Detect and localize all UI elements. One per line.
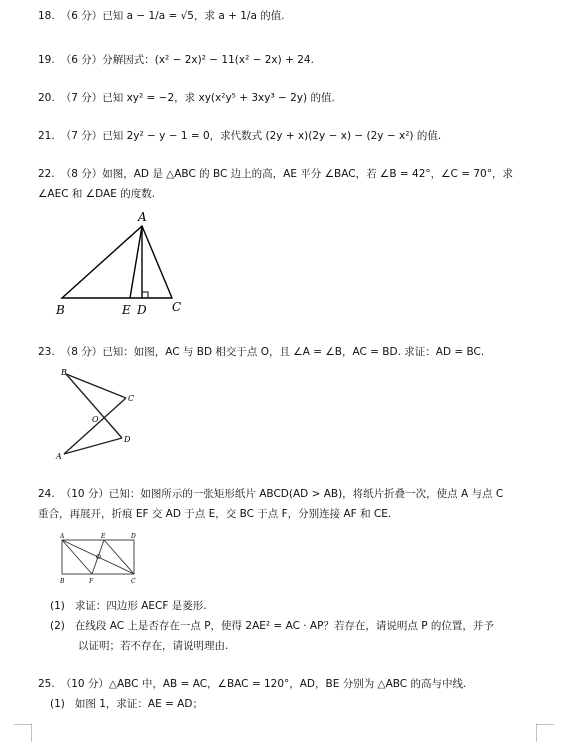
label-f: F [89, 578, 94, 585]
question-points: （10 分） [60, 678, 109, 690]
figure-24-rectangle [56, 532, 142, 586]
question-number: 23. [38, 346, 55, 358]
question-points: （10 分） [60, 488, 109, 500]
question-25 [38, 674, 548, 694]
question-number: 18. [38, 10, 55, 22]
part-text: 如图 1，求证：AE = AD； [74, 698, 203, 710]
question-number: 19. [38, 54, 55, 66]
question-21 [38, 126, 548, 146]
label-b: B [61, 368, 67, 377]
question-23 [38, 342, 548, 362]
triangle-abc [62, 226, 172, 298]
question-text: 已知 a − 1/a = √5，求 a + 1/a 的值. [102, 10, 285, 22]
label-d: D [137, 303, 147, 317]
question-text: 已知 2y² − y − 1 = 0，求代数式 (2y + x)(2y − x) − (2y − x²) 的值. [102, 130, 442, 142]
question-number: 25. [38, 678, 55, 690]
label-e: E [101, 533, 106, 540]
question-points: （6 分） [60, 54, 103, 66]
label-c: C [128, 394, 135, 403]
question-text-line2: 重合，再展开，折痕 EF 交 AD 于点 E，交 BC 于点 F，分别连接 AF 和 CE. [38, 508, 392, 520]
label-e: E [122, 303, 131, 317]
question-text-line2: ∠AEC 和 ∠DAE 的度数. [38, 188, 156, 200]
question-points: （7 分） [60, 130, 103, 142]
page-corner-mark-right [536, 724, 554, 742]
label-d: D [124, 435, 131, 444]
question-text: 已知：如图，AC 与 BD 相交于点 O，且 ∠A = ∠B，AC = BD. 求证：AD = BC. [102, 346, 485, 358]
segment-af [62, 540, 92, 574]
segment-ce [104, 540, 134, 574]
question-18 [38, 6, 548, 26]
question-20 [38, 88, 548, 108]
label-c: C [172, 300, 182, 314]
part-number: (2) [50, 620, 65, 632]
question-text-line1: 已知：如图所示的一张矩形纸片 ABCD(AD > AB)，将纸片折叠一次，使点 A 与点 C [108, 488, 504, 500]
label-o: O [96, 554, 101, 561]
part-text-line2: 以证明；若不存在，请说明理由. [78, 640, 229, 652]
label-b: B [56, 303, 65, 317]
segment-bd [66, 374, 122, 438]
question-number: 24. [38, 488, 55, 500]
bisector-ae [130, 226, 142, 298]
question-text-line1: 如图，AD 是 △ABC 的 BC 边上的高，AE 平分 ∠BAC，若 ∠B = 42°，∠C = 70°，求 [102, 168, 513, 180]
right-angle-mark [142, 292, 148, 298]
question-text: 已知 xy² = −2，求 xy(x²y⁵ + 3xy³ − 2y) 的值. [102, 92, 335, 104]
question-points: （6 分） [60, 10, 103, 22]
label-c: C [131, 578, 136, 585]
label-a: A [60, 533, 65, 540]
label-d: D [131, 533, 136, 540]
question-24-part-2 [50, 616, 540, 656]
question-points: （8 分） [60, 168, 103, 180]
part-number: (1) [50, 698, 65, 710]
question-24 [38, 484, 548, 524]
figure-22-triangle [50, 208, 190, 320]
figure-23-crossed-lines [50, 366, 150, 462]
question-22 [38, 164, 548, 204]
question-24-part-1 [50, 596, 540, 616]
question-text: 分解因式：(x² − 2x)² − 11(x² − 2x) + 24. [102, 54, 314, 66]
question-points: （8 分） [60, 346, 103, 358]
part-text-line1: 在线段 AC 上是否存在一点 P，使得 2AE² = AC · AP？若存在，请说明点 P 的位置，并予 [74, 620, 494, 632]
label-a: A [56, 452, 62, 461]
question-text: △ABC 中，AB = AC，∠BAC = 120°，AD，BE 分别为 △ABC 的高与中线. [108, 678, 467, 690]
part-number: (1) [50, 600, 65, 612]
segment-bc [66, 374, 126, 398]
page-corner-mark-left [14, 724, 32, 742]
question-points: （7 分） [60, 92, 103, 104]
part-text: 求证：四边形 AECF 是菱形. [74, 600, 207, 612]
label-a: A [138, 210, 147, 224]
question-number: 22. [38, 168, 55, 180]
question-25-part-1 [50, 694, 540, 714]
question-number: 20. [38, 92, 55, 104]
question-19 [38, 50, 548, 70]
label-o: O [92, 415, 99, 424]
question-number: 21. [38, 130, 55, 142]
label-b: B [60, 578, 65, 585]
